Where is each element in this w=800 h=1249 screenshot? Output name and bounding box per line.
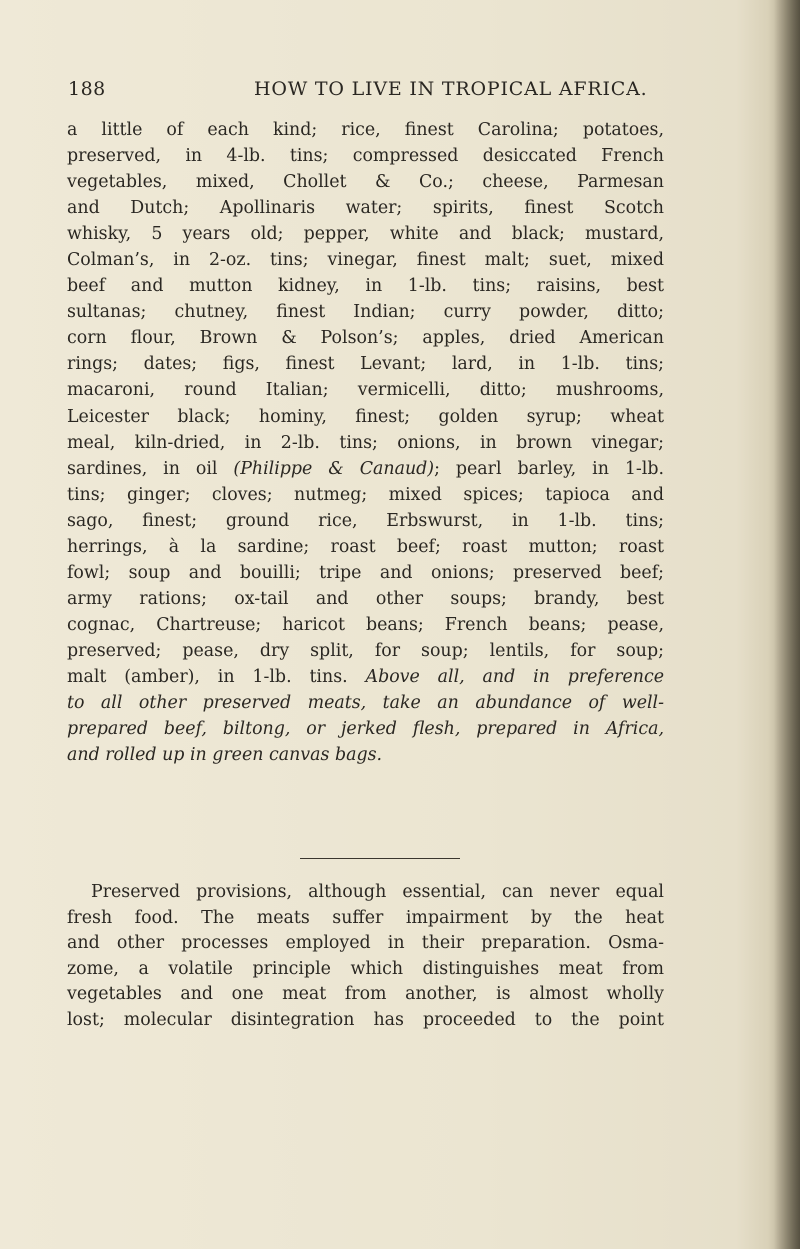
text-line: beef and mutton kidney, in 1-lb. tins; raisins, best (67, 276, 664, 297)
italic-text-run: (Philippe & Canaud) (233, 458, 435, 479)
text-line: preserved; pease, dry split, for soup; lentils, for soup; (67, 640, 664, 661)
text-line: and other processes employed in their preparation. Osma- (67, 933, 664, 954)
text-line: preserved, in 4-lb. tins; compressed desiccated French (67, 146, 664, 167)
text-run: malt (amber), in 1-lb. tins. (67, 666, 366, 687)
text-line: whisky, 5 years old; pepper, white and black; mustard, (67, 224, 664, 245)
text-line: herrings, à la sardine; roast beef; roast mutton; roast (67, 536, 664, 557)
text-line: rings; dates; figs, finest Levant; lard, in 1-lb. tins; (67, 354, 664, 375)
text-line: a little of each kind; rice, finest Carolina; potatoes, (67, 120, 664, 140)
text-line (67, 456, 664, 482)
text-line: tins; ginger; cloves; nutmeg; mixed spices; tapioca and (67, 484, 664, 505)
text-line: and rolled up in green canvas bags. (67, 745, 383, 766)
text-line: corn flour, Brown & Polson’s; apples, dried American (67, 328, 664, 349)
text-run: sardines, in oil (67, 458, 234, 479)
text-line: zome, a volatile principle which distinguishes meat from (67, 958, 664, 979)
text-line: lost; molecular disintegration has proceeded to the point (67, 1009, 664, 1030)
text-line: Preserved provisions, although essential, can never equal (91, 882, 664, 902)
section-divider (300, 858, 460, 859)
text-line: army rations; ox-tail and other soups; brandy, best (67, 588, 664, 609)
text-line: sago, finest; ground rice, Erbswurst, in 1-lb. tins; (67, 510, 664, 531)
page-header (68, 78, 688, 108)
text-line: fresh food. The meats suffer impairment by the heat (67, 907, 664, 928)
text-run: ; pearl barley, in 1-lb. (434, 458, 664, 479)
italic-text-run: Above all, and in preference (365, 666, 664, 687)
text-line: meal, kiln-dried, in 2-lb. tins; onions, in brown vinegar; (67, 432, 664, 453)
text-line (67, 664, 664, 690)
text-line: vegetables and one meat from another, is almost wholly (67, 984, 664, 1005)
text-line: Leicester black; hominy, finest; golden syrup; wheat (67, 406, 664, 427)
text-line: fowl; soup and bouilli; tripe and onions; preserved beef; (67, 562, 664, 583)
text-line: cognac, Chartreuse; haricot beans; French beans; pease, (67, 614, 664, 635)
text-line: and Dutch; Apollinaris water; spirits, finest Scotch (67, 198, 664, 219)
running-head: HOW TO LIVE IN TROPICAL AFRICA. (254, 78, 648, 100)
text-line: to all other preserved meats, take an abundance of well- (67, 693, 664, 714)
text-line: Colman’s, in 2-oz. tins; vinegar, finest malt; suet, mixed (67, 250, 664, 271)
text-line: macaroni, round Italian; vermicelli, ditto; mushrooms, (67, 380, 664, 401)
text-line: prepared beef, biltong, or jerked flesh, prepared in Africa, (67, 719, 664, 740)
preserved-provisions-paragraph (67, 880, 664, 1034)
provisions-list-paragraph (67, 117, 664, 768)
text-line: vegetables, mixed, Chollet & Co.; cheese, Parmesan (67, 172, 664, 193)
text-line: sultanas; chutney, finest Indian; curry powder, ditto; (67, 302, 664, 323)
page-edge-shadow (774, 0, 800, 1249)
page-number: 188 (68, 78, 106, 100)
